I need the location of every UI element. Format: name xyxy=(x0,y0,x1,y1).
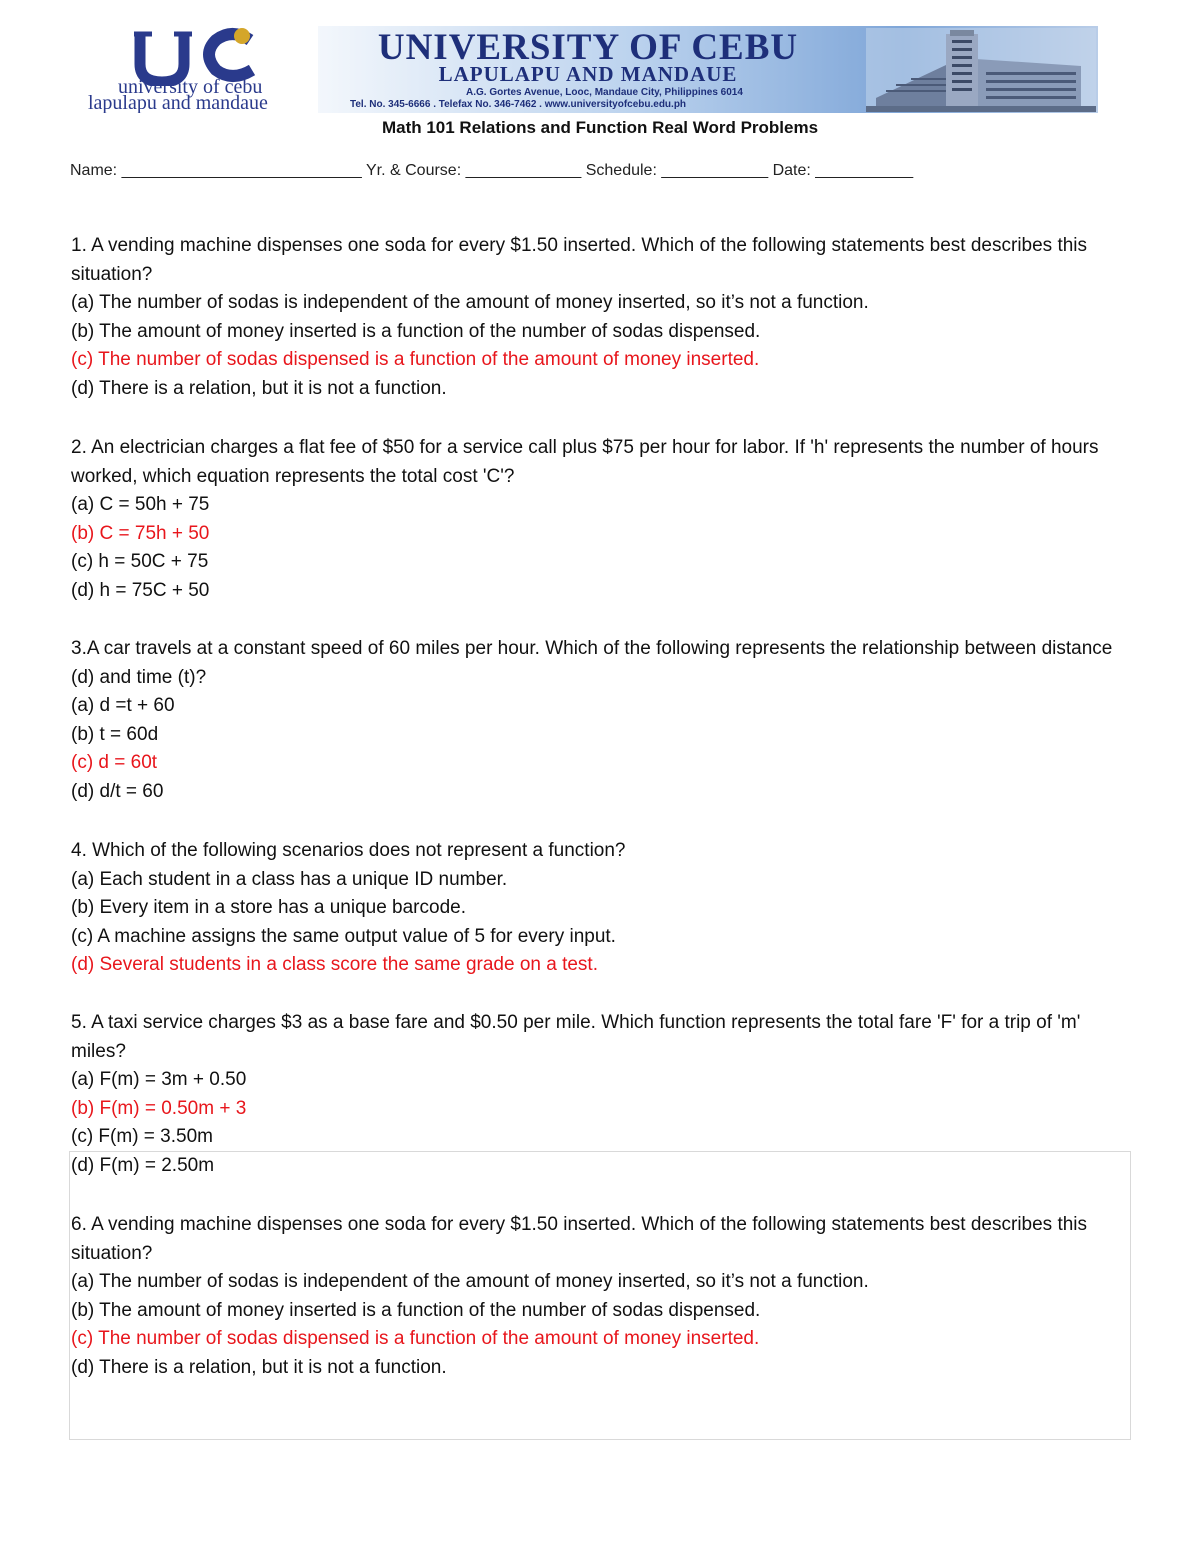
logo-area xyxy=(70,26,320,113)
option-d: (d) h = 75C + 50 xyxy=(71,579,210,601)
option-d-correct-answer: (d) Several students in a class score the same grade on a test. xyxy=(71,954,598,976)
option-c-correct-answer: (c) d = 60t xyxy=(71,752,158,774)
option-a: (a) C = 50h + 75 xyxy=(71,494,210,516)
university-name: UNIVERSITY OF CEBU xyxy=(377,27,799,68)
question-stem: 1. A vending machine dispenses one soda for every $1.50 inserted. Which of the following statements best describes this situation? xyxy=(71,235,1088,285)
question-stem: 2. An electrician charges a flat fee of $50 for a service call plus $75 per hour for labor. If 'h' represents the number of hours worked, which equation represents the total cost 'C'? xyxy=(71,437,1099,487)
option-a: (a) The number of sodas is independent of the amount of money inserted, so it’s not a function. xyxy=(71,292,869,314)
question-2 xyxy=(71,434,1131,606)
option-b: (b) The amount of money inserted is a function of the number of sodas dispensed. xyxy=(71,320,761,342)
option-b: (b) The amount of money inserted is a function of the number of sodas dispensed. xyxy=(71,1299,761,1321)
option-d: (d) There is a relation, but it is not a function. xyxy=(71,377,447,399)
option-c: (c) F(m) = 3.50m xyxy=(71,1126,213,1148)
option-b-correct-answer: (b) F(m) = 0.50m + 3 xyxy=(71,1097,247,1119)
worksheet-title: Math 101 Relations and Function Real Word Problems xyxy=(381,118,819,137)
university-address: A.G. Gortes Avenue, Looc, Mandaue City, Philippines 6014 xyxy=(466,87,743,98)
question-stem: 5. A taxi service charges $3 as a base fare and $0.50 per mile. Which function represents the total fare 'F' for a trip of 'm' miles? xyxy=(71,1012,1081,1062)
option-c: (c) h = 50C + 75 xyxy=(71,551,209,573)
course-field-label[interactable]: Yr. & Course: _____________ xyxy=(365,162,582,179)
banner-header-panel xyxy=(318,26,1098,113)
option-a: (a) The number of sodas is independent of the amount of money inserted, so it’s not a function. xyxy=(71,1271,869,1293)
campus-building-icon xyxy=(866,28,1096,112)
question-5 xyxy=(71,1009,1131,1181)
option-c-correct-answer: (c) The number of sodas dispensed is a function of the amount of money inserted. xyxy=(71,1328,760,1350)
name-field-label[interactable]: Name: ___________________________ xyxy=(70,162,362,179)
option-c: (c) A machine assigns the same output value of 5 for every input. xyxy=(71,925,616,947)
university-contact: Tel. No. 345-6666 . Telefax No. 346-7462 . www.universityofcebu.edu.ph xyxy=(350,99,687,110)
option-a: (a) d =t + 60 xyxy=(71,695,175,717)
date-field-label[interactable]: Date: ___________ xyxy=(772,162,914,179)
student-info-line xyxy=(70,162,1100,180)
option-d: (d) d/t = 60 xyxy=(71,780,164,802)
option-b: (b) Every item in a store has a unique barcode. xyxy=(71,897,466,919)
question-1 xyxy=(71,232,1131,404)
option-d: (d) F(m) = 2.50m xyxy=(71,1154,215,1176)
question-stem: 4. Which of the following scenarios does not represent a function? xyxy=(71,840,626,861)
option-a: (a) F(m) = 3m + 0.50 xyxy=(71,1069,247,1091)
university-banner xyxy=(70,26,1098,113)
question-stem: 6. A vending machine dispenses one soda for every $1.50 inserted. Which of the following statements best describes this situation? xyxy=(71,1214,1088,1264)
option-d: (d) There is a relation, but it is not a function. xyxy=(71,1356,447,1378)
schedule-field-label[interactable]: Schedule: ____________ xyxy=(585,162,769,179)
option-c-correct-answer: (c) The number of sodas dispensed is a function of the amount of money inserted. xyxy=(71,349,760,371)
option-b: (b) t = 60d xyxy=(71,723,159,745)
logo-text-line2: lapulapu and mandaue xyxy=(88,92,268,113)
question-stem: 3.A car travels at a constant speed of 60 miles per hour. Which of the following represents the relationship between distance (d) and time (t)? xyxy=(71,638,1113,688)
option-a: (a) Each student in a class has a unique ID number. xyxy=(71,868,508,890)
question-4 xyxy=(71,837,1131,980)
option-b-correct-answer: (b) C = 75h + 50 xyxy=(71,522,210,544)
campus-name: LAPULAPU AND MANDAUE xyxy=(438,62,738,86)
question-6 xyxy=(71,1211,1131,1383)
logo-text-line1: university of cebu xyxy=(118,76,263,98)
question-3 xyxy=(71,635,1131,807)
